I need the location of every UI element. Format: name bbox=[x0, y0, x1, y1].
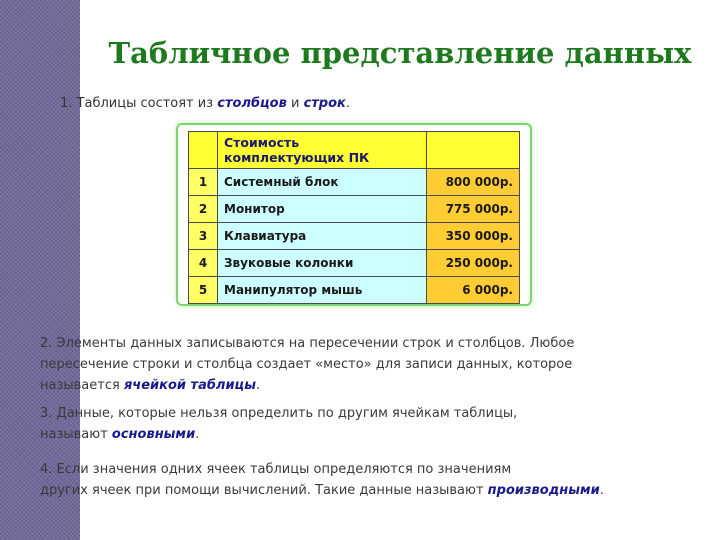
row-number: 2 bbox=[189, 196, 218, 223]
row-price: 6 000р. bbox=[427, 277, 520, 304]
table-header-row bbox=[189, 132, 520, 169]
row-price: 350 000р. bbox=[427, 223, 520, 250]
p2-line-3-text: называется bbox=[40, 378, 124, 393]
p1-end: . bbox=[345, 96, 351, 111]
row-name: Монитор bbox=[218, 196, 427, 223]
p1-emphasis-columns: столбцов bbox=[217, 96, 287, 111]
paragraph-3 bbox=[40, 403, 680, 445]
p3-line-1: 3. Данные, которые нельзя определить по другим ячейкам таблицы, bbox=[40, 406, 518, 421]
table-image-frame bbox=[176, 123, 532, 306]
paragraph-1 bbox=[60, 96, 350, 111]
row-price: 775 000р. bbox=[427, 196, 520, 223]
table-row bbox=[189, 196, 520, 223]
row-number: 1 bbox=[189, 169, 218, 196]
paragraph-4 bbox=[40, 459, 680, 501]
row-price: 800 000р. bbox=[427, 169, 520, 196]
components-cost-table bbox=[188, 131, 520, 304]
header-num-cell bbox=[189, 132, 218, 169]
p1-text: 1. Таблицы состоят из bbox=[60, 96, 218, 111]
header-price-cell bbox=[427, 132, 520, 169]
row-price: 250 000р. bbox=[427, 250, 520, 277]
paragraph-2 bbox=[40, 333, 680, 396]
p4-emphasis-derived: производными bbox=[487, 483, 600, 498]
p1-emphasis-rows: строк bbox=[303, 96, 346, 111]
p2-line-3 bbox=[40, 375, 680, 396]
row-number: 3 bbox=[189, 223, 218, 250]
p4-line-1: 4. Если значения одних ячеек таблицы определяются по значениям bbox=[40, 462, 512, 477]
p4-line-2 bbox=[40, 480, 680, 501]
row-name: Системный блок bbox=[218, 169, 427, 196]
table-row bbox=[189, 277, 520, 304]
row-number: 5 bbox=[189, 277, 218, 304]
p3-emphasis-basic: основными bbox=[111, 427, 196, 442]
p4-line-2-text: других ячеек при помощи вычислений. Такие данные называют bbox=[40, 483, 488, 498]
p2-line-1: 2. Элементы данных записываются на пересечении строк и столбцов. Любое bbox=[40, 336, 575, 351]
row-name: Манипулятор мышь bbox=[218, 277, 427, 304]
row-name: Звуковые колонки bbox=[218, 250, 427, 277]
row-number: 4 bbox=[189, 250, 218, 277]
p4-end: . bbox=[599, 483, 604, 498]
p2-end: . bbox=[255, 378, 261, 393]
p1-mid: и bbox=[286, 96, 304, 111]
table-row bbox=[189, 250, 520, 277]
p2-line-2: пересечение строки и столбца создает «место» для записи данных, которое bbox=[40, 357, 573, 372]
table-row bbox=[189, 223, 520, 250]
p2-emphasis-cell: ячейкой таблицы bbox=[123, 378, 256, 393]
table-row bbox=[189, 169, 520, 196]
p3-end: . bbox=[195, 427, 200, 442]
table-header: Стоимость комплектующих ПК bbox=[218, 132, 427, 169]
p3-line-2 bbox=[40, 424, 680, 445]
slide-title: Табличное представление данных bbox=[108, 36, 692, 70]
p3-line-2-text: называют bbox=[40, 427, 112, 442]
row-name: Клавиатура bbox=[218, 223, 427, 250]
